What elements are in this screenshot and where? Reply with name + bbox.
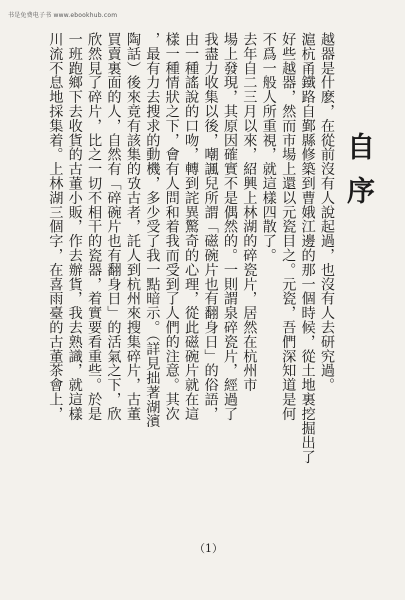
page-number: （1） — [194, 542, 223, 555]
source-watermark: 书是免费电子书 www.ebookhub.com — [8, 12, 118, 19]
text-column: 欣然見了碎片，比之一切不相干的瓷器，着實要看重些。於是 — [86, 32, 103, 421]
text-column: 好些越器，然而市場上還以元瓷目之。元瓷，吾們深知道是何 — [280, 32, 297, 421]
text-column: 樣一種情狀之下，會有人問和着我而受到了人們的注意。其次 — [163, 32, 180, 421]
text-column: 陶話）後來竟有該集的攷古者，託人到杭州來搜集碎片，古董 — [124, 32, 141, 421]
page-title: 自序 — [343, 132, 376, 220]
text-column: 由一種謠說的口吻，轉到詫異驚奇的心理，從此磁碗片就在這 — [183, 32, 200, 421]
text-column: 去年自二三月以來，紹興上林湖的碎瓷片，居然在杭州市 — [241, 32, 258, 392]
preface-text — [40, 32, 382, 512]
text-column: 越器是什麽，在從前沒有人說起過，也沒有人去研究過。 — [319, 32, 335, 392]
text-column: 川流不息地採集着。上林湖三個字，在喜雨臺的古董茶會上， — [47, 32, 64, 421]
text-column: 不爲一般人所重視，就這樣四散了。 — [260, 32, 277, 263]
text-column: ，最有力去搜求的動機，多少受了我一點暗示。（詳見拙著湖濱 — [144, 32, 161, 429]
text-column: 場上發現，其原因確實不是偶然的。一則謂泉碎瓷片，經過了 — [221, 32, 238, 421]
text-column: 我盡力收集以後，嘲諷兒所謂「磁碗片也有翻身日」的俗語， — [202, 32, 219, 421]
text-column: 滬杭甬鐵路自鄞縣修築到曹娥江邊的那一個時候，從土地裏挖掘出了 — [299, 32, 316, 464]
text-column: 一班跑鄉下去收貨的古董小販，作去辦貨，我去熟識，就這樣 — [66, 32, 83, 421]
text-column: 買賣裏面的人，自然有「碎碗片也有翻身日」的活氣之下，欣 — [105, 32, 122, 421]
